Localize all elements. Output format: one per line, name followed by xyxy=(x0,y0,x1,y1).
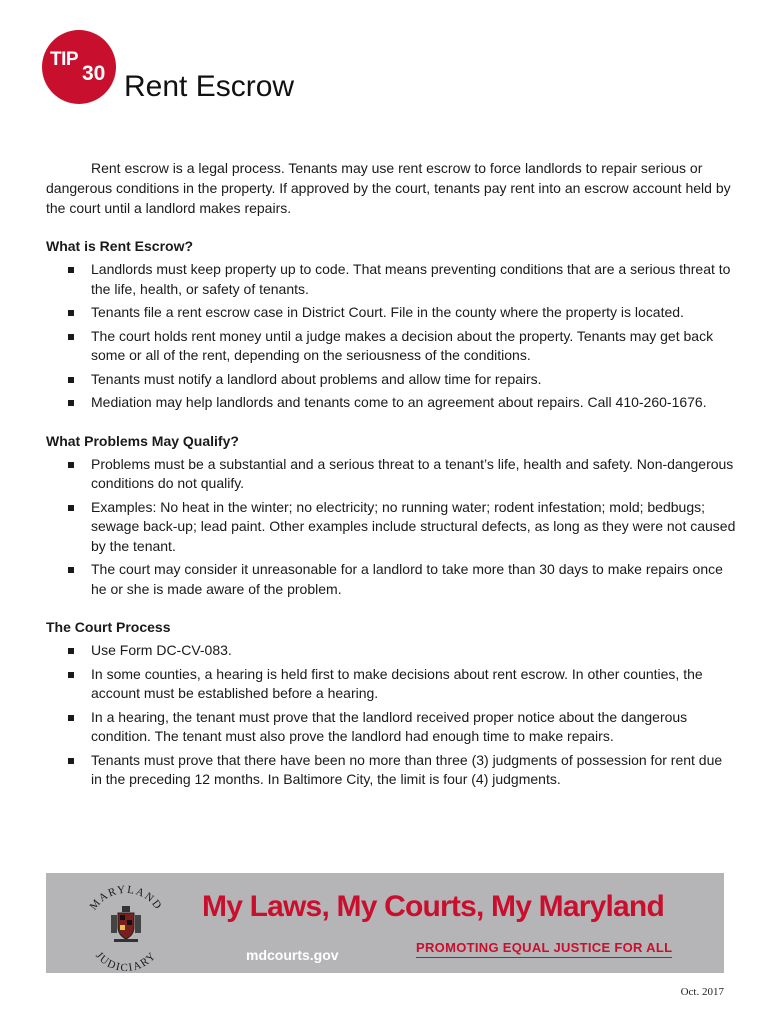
list-item-text: In some counties, a hearing is held first to make decisions about rent escrow. In other counties, the account must be established before a hearing. xyxy=(91,665,703,701)
list-item xyxy=(46,455,736,494)
section-court-process xyxy=(46,617,736,790)
page-title: Rent Escrow xyxy=(124,70,295,103)
list-item xyxy=(46,641,736,661)
square-bullet-icon xyxy=(68,310,74,316)
list-item-text: Problems must be a substantial and a serious threat to a tenant’s life, health and safety. Non-dangerous conditions do not qualify. xyxy=(91,455,734,491)
list-item xyxy=(46,327,736,366)
bullet-list xyxy=(46,260,736,413)
footer-website: mdcourts.gov xyxy=(246,947,339,963)
section-heading: The Court Process xyxy=(46,619,171,635)
list-item xyxy=(46,665,736,704)
document-date: Oct. 2017 xyxy=(680,986,724,998)
square-bullet-icon xyxy=(68,267,74,273)
list-item-text: Mediation may help landlords and tenants come to an agreement about repairs. Call 410-260-1676. xyxy=(91,394,707,410)
footer-tagline: PROMOTING EQUAL JUSTICE FOR ALL xyxy=(416,940,672,958)
footer-banner xyxy=(46,873,724,973)
square-bullet-icon xyxy=(68,758,74,764)
list-item xyxy=(46,560,736,599)
intro-paragraph: Rent escrow is a legal process. Tenants may use rent escrow to force landlords to repair serious or dangerous conditions in the property. If approved by the court, tenants pay rent into an escrow account held by the court until a landlord makes repairs. xyxy=(46,160,731,216)
bullet-list xyxy=(46,455,736,600)
list-item xyxy=(46,303,736,323)
tip-label: TIP xyxy=(50,49,79,70)
seal-top-text: MARYLAND xyxy=(87,883,165,913)
list-item xyxy=(46,498,736,557)
square-bullet-icon xyxy=(68,648,74,654)
list-item xyxy=(46,708,736,747)
bullet-list xyxy=(46,641,736,790)
maryland-judiciary-seal-icon xyxy=(80,879,172,971)
square-bullet-icon xyxy=(68,462,74,468)
section-heading: What Problems May Qualify? xyxy=(46,432,239,449)
section-what-problems-qualify xyxy=(46,431,736,600)
list-item xyxy=(46,370,736,390)
square-bullet-icon xyxy=(68,715,74,721)
list-item-text: Tenants must notify a landlord about problems and allow time for repairs. xyxy=(91,370,542,387)
square-bullet-icon xyxy=(68,672,74,678)
list-item xyxy=(46,260,736,299)
square-bullet-icon xyxy=(68,505,74,511)
square-bullet-icon xyxy=(68,377,74,383)
square-bullet-icon xyxy=(68,400,74,406)
tip-number: 30 xyxy=(82,62,106,85)
square-bullet-icon xyxy=(68,334,74,340)
seal-bottom-text: JUDICIARY xyxy=(93,949,159,971)
list-item-text: Tenants file a rent escrow case in District Court. File in the county where the property is located. xyxy=(91,304,684,320)
list-item-text: In a hearing, the tenant must prove that the landlord received proper notice about the dangerous condition. The tenant must also prove the landlord had enough time to make repairs. xyxy=(91,708,688,744)
footer-slogan: My Laws, My Courts, My Maryland xyxy=(202,890,664,923)
list-item-text: The court holds rent money until a judge makes a decision about the property. Tenants may get back some or all of the rent, depending on the seriousness of the conditions. xyxy=(91,327,714,363)
list-item xyxy=(46,751,736,790)
square-bullet-icon xyxy=(68,567,74,573)
seal-crest xyxy=(111,906,141,942)
document-body xyxy=(46,158,736,794)
list-item-text: Landlords must keep property up to code. That means preventing conditions that are a serious threat to the life, health, or safety of tenants. xyxy=(91,261,731,297)
section-what-is-rent-escrow xyxy=(46,236,736,413)
list-item-text: Examples: No heat in the winter; no electricity; no running water; rodent infestation; mold; bedbugs; sewage back-up; lead paint. Other examples include structural defects, as long as they were not caused by the tenant. xyxy=(91,498,736,554)
list-item-text: The court may consider it unreasonable for a landlord to take more than 30 days to make repairs once he or she is made aware of the problem. xyxy=(91,561,723,597)
list-item-text: Tenants must prove that there have been no more than three (3) judgments of possession for rent due in the preceding 12 months. In Baltimore City, the limit is four (4) judgments. xyxy=(91,751,723,787)
list-item xyxy=(46,393,736,413)
list-item-text: Use Form DC-CV-083. xyxy=(91,642,232,658)
tip-badge xyxy=(42,30,116,104)
section-heading: What is Rent Escrow? xyxy=(46,238,194,254)
